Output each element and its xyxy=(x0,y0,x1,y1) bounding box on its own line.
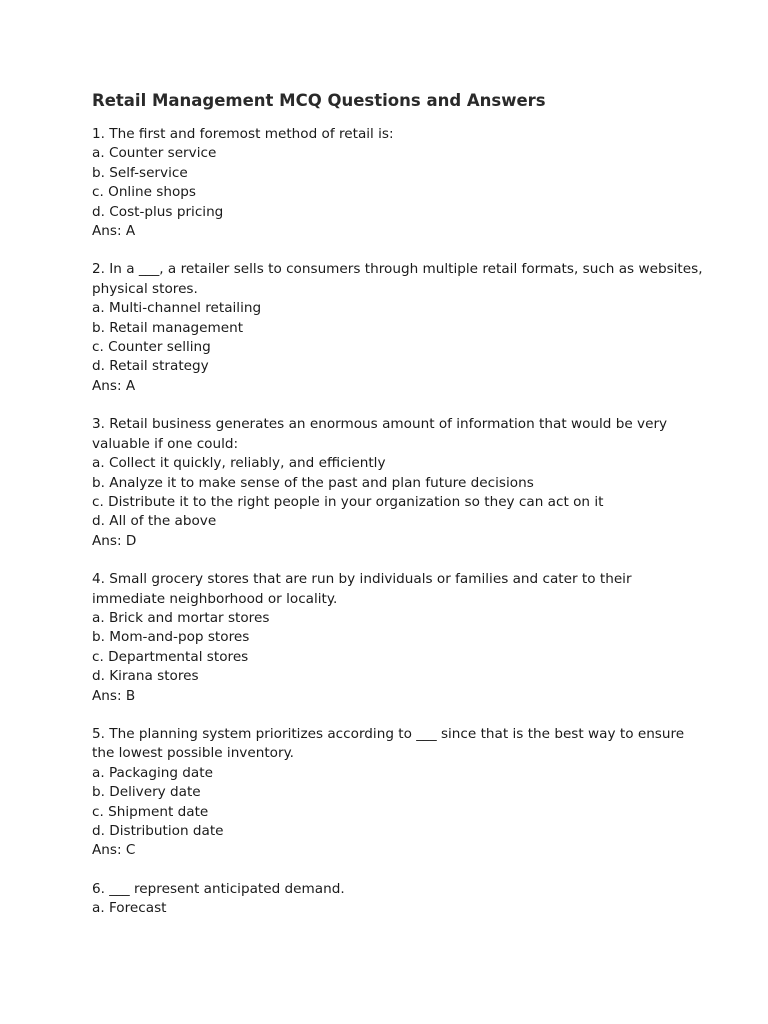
correct-answer: Ans: A xyxy=(92,377,136,394)
question-text: 4. Small grocery stores that are run by individuals or families and cater to their immediate neighborhood or locality. xyxy=(92,571,632,607)
answer-option: c. Counter selling xyxy=(92,339,211,356)
answer-option: d. Cost-plus pricing xyxy=(92,203,224,220)
question-text: 1. The first and foremost method of retail is: xyxy=(92,126,394,142)
answer-option: c. Shipment date xyxy=(92,803,209,820)
answer-option: c. Online shops xyxy=(92,184,197,201)
answer-option: b. Self-service xyxy=(92,164,188,181)
answer-option: d. All of the above xyxy=(92,513,217,530)
question-block xyxy=(92,415,708,551)
answer-option: c. Distribute it to the right people in your organization so they can act on it xyxy=(92,493,604,510)
answer-option: d. Distribution date xyxy=(92,823,224,839)
question-block xyxy=(92,570,708,706)
question-block xyxy=(92,125,708,241)
answer-option: b. Delivery date xyxy=(92,784,201,801)
question-block xyxy=(92,260,708,396)
answer-option: a. Counter service xyxy=(92,145,217,162)
answer-option: a. Collect it quickly, reliably, and efficiently xyxy=(92,455,386,472)
correct-answer: Ans: B xyxy=(92,687,136,704)
question-block xyxy=(92,880,708,919)
answer-option: a. Brick and mortar stores xyxy=(92,609,270,626)
answer-option: a. Forecast xyxy=(92,900,167,917)
question-text: 6. ___ represent anticipated demand. xyxy=(92,880,345,897)
question-text: 2. In a ___, a retailer sells to consumers through multiple retail formats, such as websites, physical stores. xyxy=(92,261,703,297)
correct-answer: Ans: A xyxy=(92,223,136,240)
question-text: 5. The planning system prioritizes according to ___ since that is the best way to ensure the lowest possible inventory. xyxy=(92,725,685,762)
answer-option: b. Analyze it to make sense of the past and plan future decisions xyxy=(92,474,534,491)
answer-option: d. Retail strategy xyxy=(92,358,209,375)
answer-option: b. Mom-and-pop stores xyxy=(92,629,250,646)
correct-answer: Ans: C xyxy=(92,842,136,859)
question-list xyxy=(92,125,708,919)
correct-answer: Ans: D xyxy=(92,532,137,549)
answer-option: a. Packaging date xyxy=(92,764,213,781)
page-title: Retail Management MCQ Questions and Answers xyxy=(92,91,546,110)
answer-option: b. Retail management xyxy=(92,319,244,336)
answer-option: c. Departmental stores xyxy=(92,648,249,665)
question-text: 3. Retail business generates an enormous amount of information that would be very valuable if one could: xyxy=(92,416,668,452)
question-block xyxy=(92,725,708,861)
answer-option: d. Kirana stores xyxy=(92,668,199,685)
answer-option: a. Multi-channel retailing xyxy=(92,300,262,317)
